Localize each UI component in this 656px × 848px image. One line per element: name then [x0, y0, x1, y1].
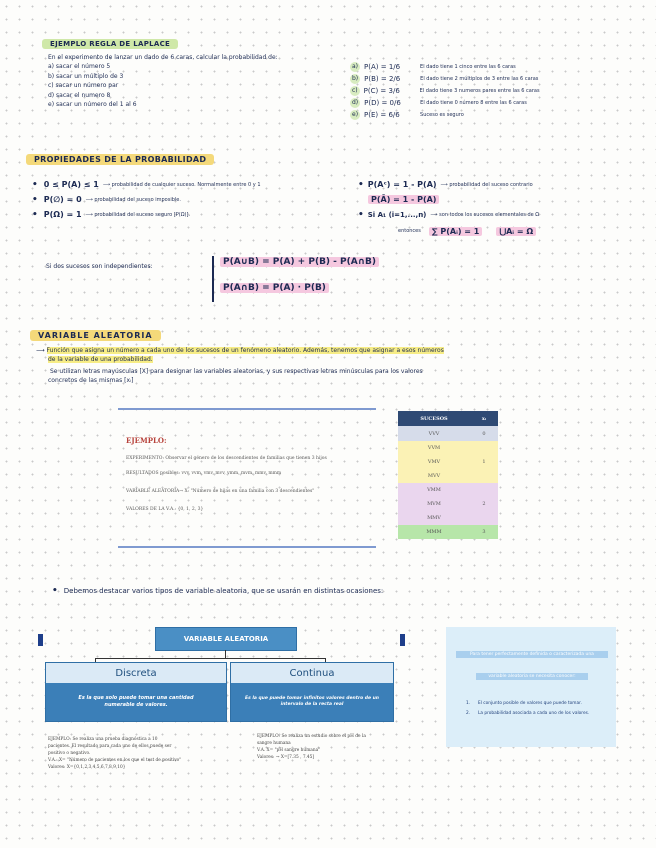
property-row	[358, 222, 648, 240]
answer-formula: P(C) = 3/6	[363, 87, 400, 95]
variable-definition: ⟶ Función que asigna un número a cada uno de los sucesos de un fenómeno aleatorio. Además, tenemos que asignar a esos números de la variable de una probabilidad. Se utilizan letras mayúsculas [X] para designar las variables aleatorias, y sus respectivas letras minúsculas para los valores concretos de las mismas [xᵢ]	[36, 346, 636, 386]
laplace-item: c) sacar un número par	[48, 82, 119, 90]
table-cell-x: 1	[482, 459, 486, 465]
property-note: probabilidad de cualquier suceso. Normalmente entre 0 y 1	[111, 181, 261, 188]
info-item-text: El conjunto posible de valores que puede tomar.	[478, 701, 582, 706]
property-note: son todos los sucesos elementales de Ω	[439, 211, 540, 218]
table-row	[398, 441, 498, 455]
discreta-title: Discreta	[115, 667, 157, 679]
answer-letter: d)	[352, 99, 359, 107]
example-line: EJEMPLO: Se realiza un estudio sobre el pH de la	[257, 734, 366, 739]
example-label: EJEMPLO:	[126, 436, 167, 445]
laplace-intro: En el experimento de lanzar un dado de 6 caras, calcular la probabilidad de:	[48, 54, 278, 61]
property-note: probabilidad del suceso seguro [P(Ω)].	[94, 211, 191, 218]
diagram-marker-right	[400, 634, 405, 646]
union-formula: ⋃Aᵢ = Ω	[496, 227, 536, 236]
table-cell-x: 3	[482, 529, 486, 535]
property-row	[358, 192, 648, 207]
info-item	[466, 701, 582, 707]
property-formula: P(Aᶜ) = 1 - P(A)	[367, 180, 437, 189]
tipos-line: • Debemos destacar varios tipos de variable aleatoria, que se usarán en distintas ocasiones:	[52, 586, 384, 596]
continua-desc: Es la que puede tomar infinitos valores dentro de un intervalo de la recta real	[231, 683, 393, 721]
laplace-item: a) sacar el número 5	[48, 63, 111, 71]
example-variable: VARIABLE ALEATORIA→ X: "Número de hijas en una familia con 3 descendientes"	[126, 489, 315, 494]
table-cell-suceso: MVM	[427, 501, 441, 507]
property-row: • P(∅) = 0 ⟶ probabilidad del suceso imposible.	[32, 194, 181, 205]
info-item-number: 1.	[466, 701, 471, 706]
answer-row	[350, 61, 650, 73]
variable-section	[30, 323, 161, 342]
answer-note: Suceso es seguro	[420, 112, 464, 118]
answer-formula: P(D) = 0/6	[364, 99, 401, 107]
info-line: variable aleatoria se necesita conocer:	[476, 673, 588, 680]
discreta-desc: Es la que solo puede tomar una cantidad numerable de valores.	[46, 683, 226, 721]
diagram-connector	[95, 658, 325, 659]
property-formula: P(∅) = 0	[43, 195, 82, 204]
properties-right	[358, 177, 648, 240]
laplace-item: d) sacar el numero 8	[48, 91, 111, 99]
example-line: V.A. X= "pH sangre humana"	[257, 748, 321, 753]
info-item-text: La probabilidad asociada a cada uno de los valores.	[478, 711, 590, 716]
indep-formula-union: P(A∪B) = P(A) + P(B) - P(A∩B)	[220, 257, 379, 267]
property-formula: 0 ≤ P(A) ≤ 1	[43, 180, 99, 189]
example-discreta	[48, 736, 238, 771]
answer-note: El dado tiene 3 numeros pares entre las 6 caras	[419, 88, 540, 94]
indep-brace	[212, 256, 214, 302]
answer-note: El dado tiene 0 número 8 entre las 6 caras	[420, 100, 527, 106]
table-cell-suceso: MMM	[426, 529, 442, 535]
table-cell-x: 2	[482, 501, 486, 507]
answer-formula: P(A) = 1/6	[364, 63, 401, 71]
table-cell-suceso: VVM	[427, 445, 441, 451]
property-note: probabilidad del suceso imposible.	[94, 196, 181, 203]
info-box	[446, 627, 616, 747]
sum-formula: ∑ P(Aᵢ) = 1	[429, 227, 483, 236]
laplace-title: EJEMPLO REGLA DE LAPLACE	[42, 39, 178, 49]
property-row: • P(Aᶜ) = 1 - P(A) ⟶ probabilidad del suceso contrario	[358, 179, 533, 190]
example-experimento: EXPERIMENTO: Observar el género de los descendientes de familias que tienen 3 hijos	[126, 456, 327, 461]
example-line: V.A.: X= "Número de pacientes en los que el test de positivo"	[48, 758, 182, 763]
property-formula: P(Ω) = 1	[43, 210, 82, 219]
variable-title: VARIABLE ALEATORIA	[30, 330, 161, 341]
property-row: • Si A₁ (i=1,...,n) ⟶ son todos los sucesos elementales de Ω	[358, 209, 540, 220]
laplace-item: e) sacar un número del 1 al 6	[48, 101, 137, 109]
table-cell-x: 0	[482, 430, 486, 437]
sucesos-table	[398, 411, 498, 539]
example-line: positivo o negativo.	[48, 751, 91, 756]
definition-line: Función que asigna un número a cada uno de los sucesos de un fenómeno aleatorio. Además, tenemos que asignar a esos números	[46, 347, 444, 354]
table-cell-suceso: MMV	[427, 515, 441, 521]
example-line: EJEMPLO: Se realiza una prueba diagnóstica a 10	[48, 737, 158, 742]
laplace-item: b) sacar un múltiplo de 3	[48, 72, 124, 80]
tipos-text: Debemos destacar varios tipos de variable aleatoria, que se usarán en distintas ocasiones:	[63, 587, 384, 595]
answer-row	[350, 97, 650, 109]
example-resultados: RESULTADOS posibles: vvv, vvm, vmv, mvv, vmm, mvm, mmv, mmm	[126, 471, 282, 476]
answer-row	[350, 73, 650, 85]
definition-line: de la variable de una probabilidad.	[48, 356, 153, 364]
table-cell-suceso: MVV	[427, 473, 441, 479]
example-line: Valores: → X=[7.35 , 7.45]	[257, 755, 315, 760]
answer-formula: P(E) = 6/6	[364, 111, 400, 119]
continua-title: Continua	[289, 667, 335, 679]
property-row: • P(Ω) = 1 ⟶ probabilidad del suceso seguro [P(Ω)].	[32, 209, 191, 220]
indep-formula-intersection: P(A∩B) = P(A) · P(B)	[220, 283, 329, 293]
properties-left	[32, 177, 332, 222]
example-valores: VALORES DE LA V.A.: {0, 1, 2, 3}	[126, 507, 204, 512]
table-cell-suceso: VVV	[428, 430, 440, 437]
answer-row	[350, 109, 650, 121]
entonces-label: entonces	[398, 228, 421, 234]
answer-row	[350, 85, 650, 97]
table-header-x: xᵢ	[481, 415, 487, 422]
example-line: pacientes. El resultado para cada uno de ellos puede ser	[48, 744, 172, 749]
answer-formula: P(B) = 2/6	[364, 75, 401, 83]
example-card	[118, 408, 380, 548]
answer-letter: c)	[352, 87, 358, 95]
property-note: probabilidad del suceso contrario	[449, 181, 533, 188]
property-formula: Si A₁ (i=1,...,n)	[367, 210, 427, 219]
diagram-connector	[225, 650, 226, 658]
answer-letter: b)	[352, 75, 359, 83]
discreta-box	[45, 662, 227, 722]
table-row	[398, 426, 498, 441]
table-cell-suceso: VMM	[427, 487, 441, 493]
table-cell-suceso: VMV	[427, 459, 441, 465]
answer-letter: e)	[352, 111, 359, 119]
definition-line: concretos de las mismas [xᵢ]	[48, 377, 134, 385]
info-line: Para tener perfectamente definida o caracterizada una	[456, 651, 608, 658]
indep-formulas	[220, 257, 379, 294]
propiedades-title: PROPIEDADES DE LA PROBABILIDAD	[26, 154, 214, 165]
diagram-root: VARIABLE ALEATORIA	[155, 627, 297, 651]
info-item	[466, 711, 589, 717]
example-line: sangre humana	[257, 741, 291, 746]
diagram-marker-left	[38, 634, 43, 646]
info-item-number: 2.	[466, 711, 471, 716]
answer-letter: a)	[352, 63, 359, 71]
laplace-section	[42, 31, 178, 50]
property-formula: P(Ā) = 1 - P(A)	[368, 195, 439, 204]
continua-box	[230, 662, 394, 722]
property-row: • 0 ≤ P(A) ≤ 1 ⟶ probabilidad de cualquier suceso. Normalmente entre 0 y 1	[32, 179, 261, 190]
answer-note: El dado tiene 2 múltiplos de 3 entre las 6 caras	[420, 76, 539, 82]
example-line: Valores: X={0,1,2,3,4,5,6,7,8,9,10}	[48, 765, 126, 770]
definition-line: Se utilizan letras mayúsculas [X] para designar las variables aleatorias, y sus respectivas letras minúsculas para los valores	[50, 367, 423, 375]
table-header-sucesos: SUCESOS	[420, 415, 448, 422]
answer-note: El dado tiene 1 cinco entre las 6 caras	[420, 64, 516, 70]
laplace-exercise	[48, 53, 348, 109]
propiedades-section	[26, 147, 214, 166]
example-continua	[257, 733, 407, 761]
table-row	[398, 525, 498, 539]
indep-label: Si dos sucesos son independientes:	[46, 263, 153, 270]
laplace-answers	[350, 61, 650, 121]
table-row	[398, 483, 498, 497]
